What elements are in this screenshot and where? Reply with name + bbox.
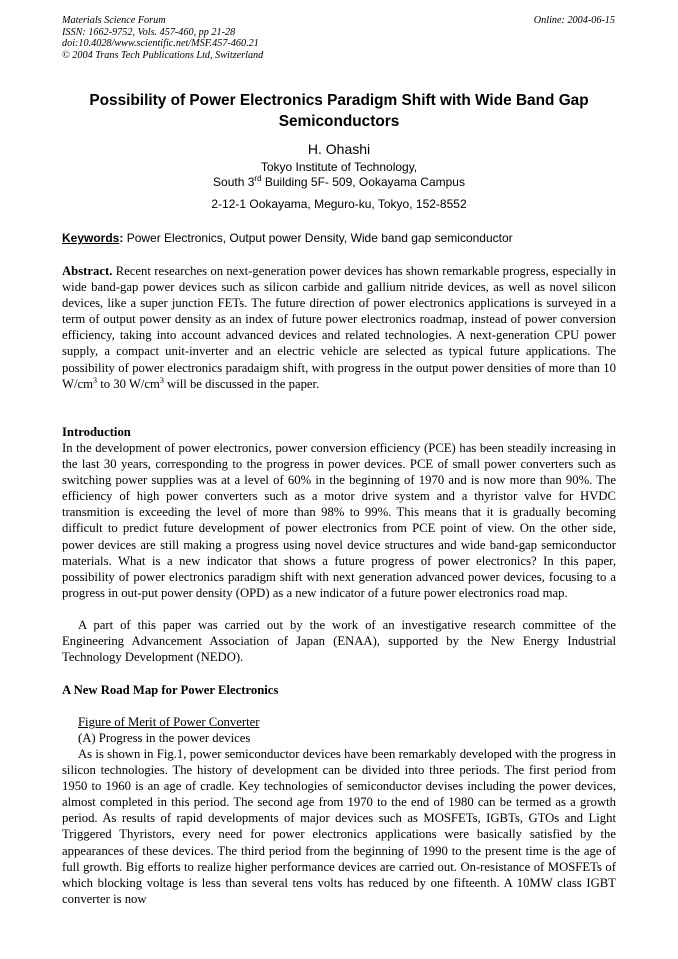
keywords-text: Power Electronics, Output power Density, Wide band gap semiconductor: [123, 231, 513, 245]
road-map-paragraph: As is shown in Fig.1, power semiconductor devices have been remarkably developed with the progress in silicon technologies. The history of development can be divided into three periods. The first period from 1950 to 1960 is an age of cradle. Key technologies of semiconductor devises including the power devices, almost completed in this period. The second age from 1970 to the end of 1980 can be termed as a growth period. As results of rapid developments of major devices such as MOSFETs, IGBTs, GTOs and Light Triggered Thyristors, every need for power electronics applications were basically satisfied by the appearances of these devices. The third period from the beginning of 1990 to the present time is the age of full growth. Big efforts to realize higher performance devices are carried out. On-resistance of MOSFETs of which blocking voltage is less than several tens volts has reduced by one fifteenth. A 10MW class IGBT converter is now: [62, 747, 616, 906]
doi-line: doi:10.4028/www.scientific.net/MSF.457-460.21: [62, 38, 259, 50]
paper-title: Possibility of Power Electronics Paradigm Shift with Wide Band Gap Semiconductors: [89, 92, 589, 130]
introduction-paragraph-1: In the development of power electronics, power conversion efficiency (PCE) has been steadily increasing in the last 30 years, corresponding to the progress in power devices. PCE of small power converters such as switching power supplies was at a level of 60% in the beginning of 1970 and is now more than 90%. The efficiency of high power converters such as a motor drive system and a thyristor valve for HVDC transmition is exceeding the level of more than 98% to 99%. This means that it is gradually becoming difficult to predict future development of power electronics from PCE point of view. On the other side, power devices are still making a progress using novel device structures and wide band-gap semiconductor materials. What is a new indicator that shows a future progress of power electronics? In this paper, possibility of power electronics paradigm shift with next generation advanced power devices, focusing to a progress in out-put power density (OPD) as a new indicator of a future power electronics road map.: [62, 441, 616, 600]
online-date: Online: 2004-06-15: [533, 15, 615, 26]
introduction-paragraph-2: A part of this paper was carried out by the work of an investigative research committee of the Engineering Advancement Association of Japan (ENAA), supported by the New Energy Industrial Technology Development (NEDO).: [62, 618, 616, 665]
affiliation-building: South 3rd Building 5F- 509, Ookayama Campus: [213, 174, 465, 189]
journal-header: [62, 15, 263, 61]
copyright-line: © 2004 Trans Tech Publications Ltd, Switzerland: [62, 49, 264, 61]
power-devices-subsection: (A) Progress in the power devices: [78, 731, 251, 745]
issn-line: ISSN: 1662-9752, Vols. 457-460, pp 21-28: [62, 26, 236, 38]
road-map-heading: A New Road Map for Power Electronics: [62, 683, 279, 697]
affiliation-institute: Tokyo Institute of Technology,: [260, 160, 418, 174]
abstract-label: Abstract.: [62, 264, 113, 278]
keywords-label: Keywords: [62, 231, 120, 245]
abstract-paragraph: Abstract. Recent researches on next-generation power devices has shown remarkable progress, especially in wide band-gap power devices such as silicon carbide and gallium nitride devices, as well as novel silicon devices, like a super junction FETs. The future direction of power electronics applications is surveyed in a term of output power density as an index of future power electronics roadmap, instead of power conversion efficiency, taking into account advanced devices and related technologies. A next-generation CPU power supply, a compact unit-inverter and an electric vehicle are selected as typical future applications. The possibility of power electronics paradaigm shift, with progress in the output power densities of more than 10 $W/cm^3$ to 30 $W/cm^3$ will be discussed in the paper.: [62, 264, 616, 391]
author-name: H. Ohashi: [307, 141, 371, 157]
figure-of-merit-subheading: Figure of Merit of Power Converter: [78, 715, 260, 729]
introduction-heading: Introduction: [62, 425, 131, 439]
journal-name: Materials Science Forum: [62, 15, 166, 26]
affiliation-address: 2-12-1 Ookayama, Meguro-ku, Tokyo, 152-8552: [211, 197, 467, 211]
keywords-line: Keywords: Power Electronics, Output power Density, Wide band gap semiconductor: [62, 231, 513, 245]
